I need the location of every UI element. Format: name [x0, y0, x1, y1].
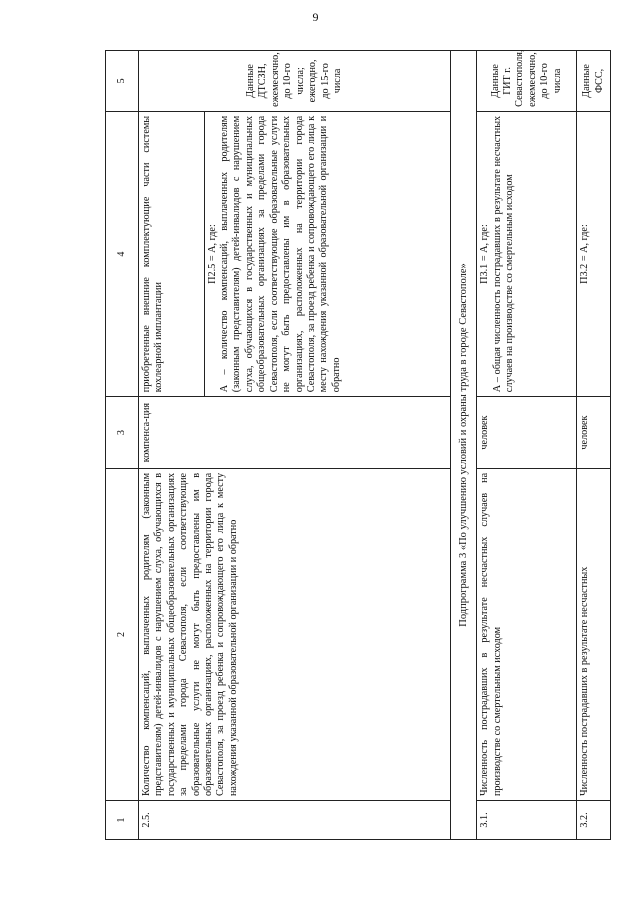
- source-line: ежемесячно,: [526, 52, 538, 107]
- source-line: до 10-го числа;: [282, 63, 306, 99]
- source-line: до 10-го числа: [539, 63, 563, 99]
- unit-of-measure: компенса-ция: [138, 397, 451, 469]
- formula: П3.1 = А, где:: [479, 224, 491, 284]
- source-line: Данные ДТСЗН,: [244, 63, 269, 99]
- indicator-name: Численность пострадавших в результате несчастных: [577, 468, 611, 800]
- source-line: ГИТ г. Севастополя,: [501, 49, 526, 107]
- indicators-table: [105, 50, 611, 840]
- table-row-3-1: [477, 51, 577, 840]
- unit-of-measure: человек: [477, 397, 577, 469]
- row-number: 3.2.: [577, 801, 611, 840]
- source-line: ежегодно,: [307, 59, 319, 103]
- table-row-3-2: [577, 51, 611, 840]
- header-cell-1: 1: [106, 801, 139, 840]
- unit-of-measure: человек: [577, 397, 611, 469]
- formula-cell: [477, 111, 577, 396]
- rotated-table-wrapper: [105, 50, 611, 840]
- data-source: [138, 51, 451, 112]
- table-row-2-5: [138, 51, 204, 840]
- header-row: [106, 51, 139, 840]
- header-cell-5: 5: [106, 51, 139, 112]
- source-line: до 15-го числа: [319, 63, 343, 99]
- formula-description: А – количество компенсаций, выплаченных родителям (законным представителям) детей-инвалидов с нарушением слуха, обучающихся в государственных и муниципальных общеобразовательных организациях за пределами города Севастополя, если соответствующие образовательные услуги не могут быть предоставлены им в образовательных организациях, расположенных на территории города Севастополя, за проезд ребенка и сопровождающего его лица к месту нахождения указанной образовательной организации и обратно: [218, 115, 342, 393]
- indicator-name: Численность пострадавших в результате несчастных случаев на производстве со смертельным исходом: [477, 468, 577, 800]
- header-cell-3: 3: [106, 397, 139, 469]
- header-cell-4: 4: [106, 111, 139, 396]
- data-source: [477, 51, 577, 112]
- source-line: ежемесячно,: [269, 52, 281, 107]
- formula: П2.5 = А, где:: [206, 224, 218, 284]
- subprogram-row: [451, 51, 477, 840]
- formula-cell: [204, 111, 451, 396]
- row-number: 3.1.: [477, 801, 577, 840]
- header-cell-2: 2: [106, 468, 139, 800]
- subprogram-title: Подпрограмма 3 «По улучшению условий и охраны труда в городе Севастополе»: [451, 51, 477, 840]
- formula-description: А – общая численность пострадавших в результате несчастных случаев на производстве со смертельным исходом: [491, 115, 516, 393]
- source-line: Данные: [489, 64, 501, 98]
- formula-continued-text: приобретенные внешние комплектующие части системы кохлеарной имплантации: [138, 111, 204, 396]
- data-source: Данные ФСС,: [577, 51, 611, 112]
- indicator-name: Количество компенсаций, выплаченных родителям (законным представителям) детей-инвалидов с нарушением слуха, обучающихся в государственных и муниципальных общеобразовательных организациях за пределами города Севастополя, если соответствующие образовательные услуги не могут быть предоставлены им в образовательных организациях, расположенных на территории города Севастополя, за проезд ребенка и сопровождающего его лица к месту нахождения указанной образовательной организации и обратно: [138, 468, 451, 800]
- page-number: 9: [312, 10, 319, 24]
- row-number: 2.5.: [138, 801, 451, 840]
- formula: П3.2 = А, где:: [577, 111, 611, 396]
